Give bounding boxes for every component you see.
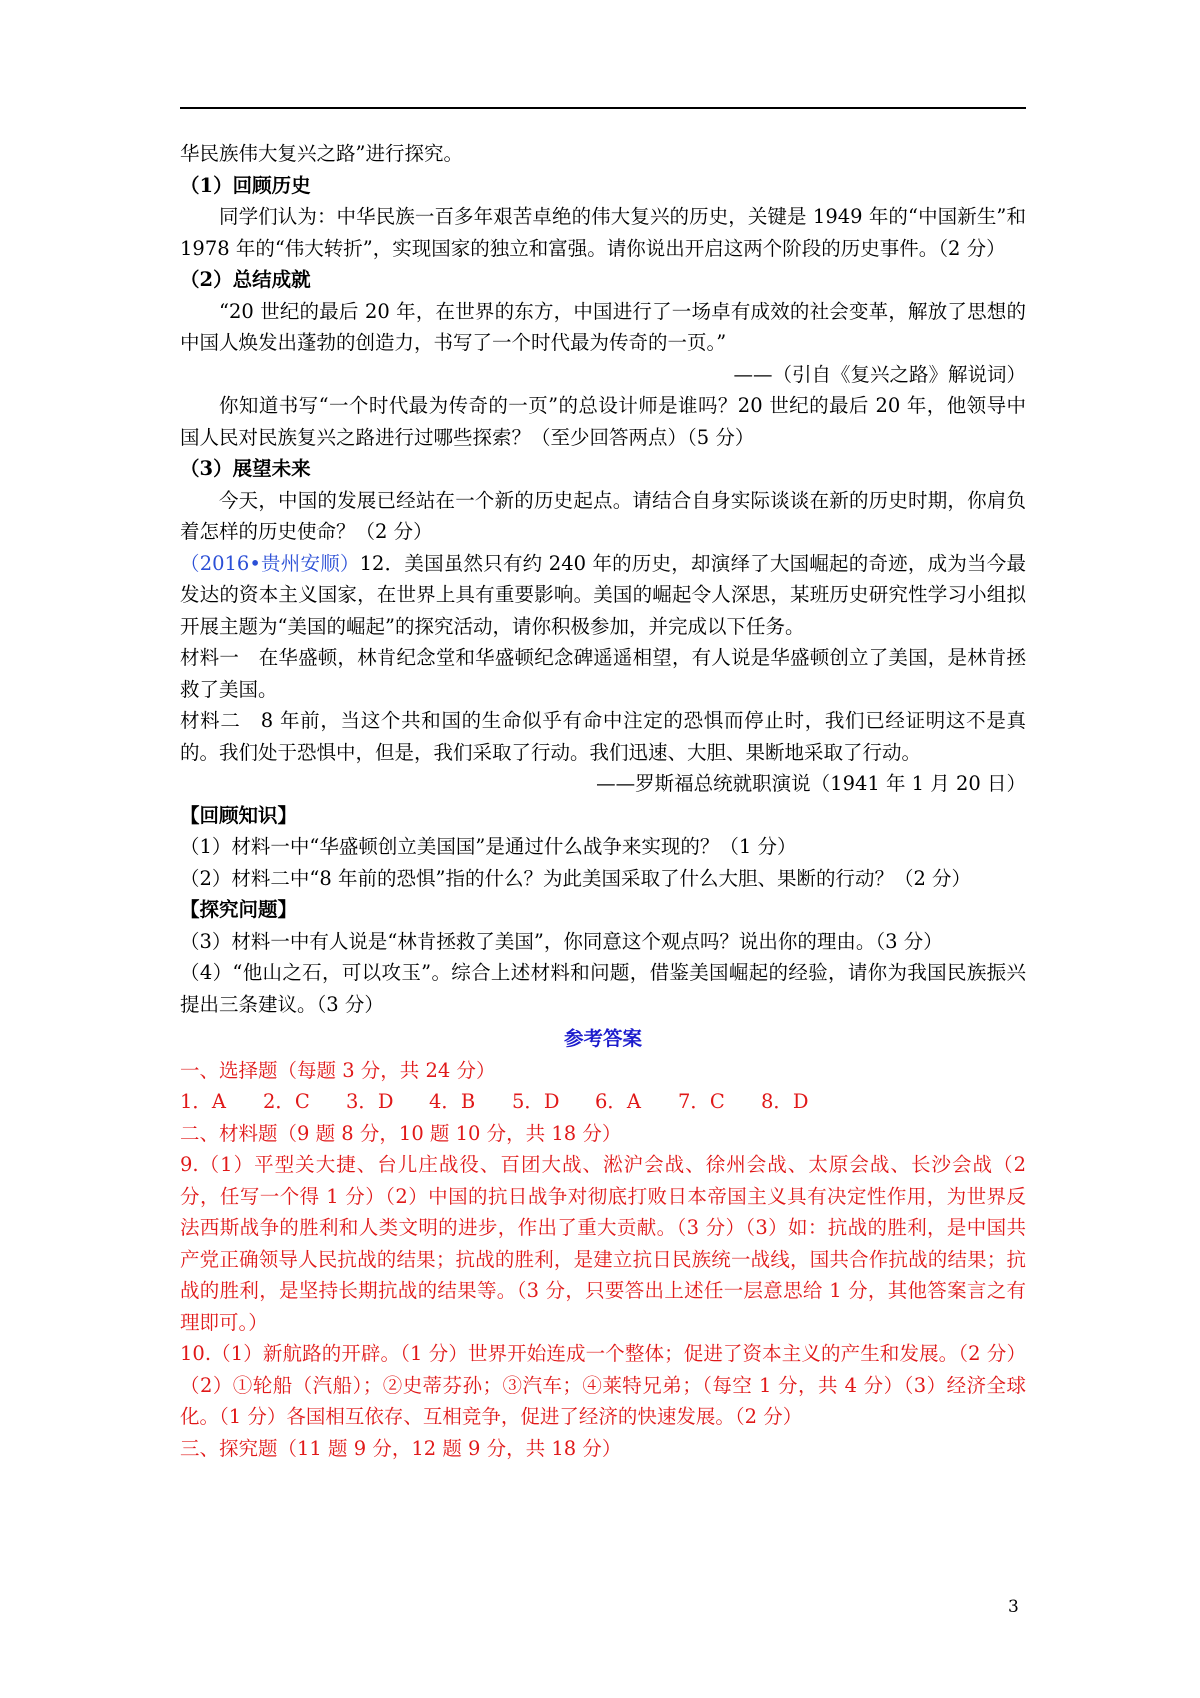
choice-answer: 3．D xyxy=(346,1090,394,1113)
subsection-heading: （1）回顾历史 xyxy=(180,173,311,197)
sub-question: （2）材料二中“8 年前的恐惧”指的什么？为此美国采取了什么大胆、果断的行动？（2 分） xyxy=(180,866,972,890)
sub-question: （3）材料一中有人说是“林肯拯救了美国”，你同意这个观点吗？说出你的理由。（3 分） xyxy=(180,929,943,953)
choice-answer: 5．D xyxy=(512,1090,560,1113)
paragraph: 今天，中国的发展已经站在一个新的历史起点。请结合自身实际谈谈在新的历史时期，你肩负着怎样的历史使命？（2 分） xyxy=(180,488,1026,543)
question-12 xyxy=(180,548,1026,643)
answers-title: 参考答案 xyxy=(563,1027,642,1050)
question-source: （2016•贵州安顺） xyxy=(180,551,360,575)
material-one: 材料一 在华盛顿，林肯纪念堂和华盛顿纪念碑遥遥相望，有人说是华盛顿创立了美国，是林肯拯救了美国。 xyxy=(180,646,1026,701)
page-content xyxy=(180,138,1026,1464)
sub-question: （4）“他山之石，可以攻玉”。综合上述材料和问题，借鉴美国崛起的经验，请你为我国民族振兴提出三条建议。（3 分） xyxy=(180,961,1026,1016)
choice-answer: 1．A xyxy=(180,1090,226,1113)
choice-answers xyxy=(180,1086,1026,1118)
question-text: 12．美国虽然只有约 240 年的历史，却演绎了大国崛起的奇迹，成为当今最发达的资本主义国家，在世界上具有重要影响。美国的崛起令人深思，某班历史研究性学习小组拟开展主题为“美国的崛起”的探究活动，请你积极参加，并完成以下任务。 xyxy=(180,551,1026,638)
choice-answer: 4．B xyxy=(429,1090,476,1113)
section-heading: 【探究问题】 xyxy=(180,898,298,921)
quote-source: ——（引自《复兴之路》解说词） xyxy=(733,362,1026,386)
subsection-heading: （2）总结成就 xyxy=(180,268,311,291)
section-heading: 【回顾知识】 xyxy=(180,803,298,827)
paragraph: 你知道书写“一个时代最为传奇的一页”的总设计师是谁吗？20 世纪的最后 20 年，他领导中国人民对民族复兴之路进行过哪些探索？（至少回答两点）（5 分） xyxy=(180,394,1026,449)
sub-question: （1）材料一中“华盛顿创立美国国”是通过什么战争来实现的？（1 分） xyxy=(180,835,797,858)
choice-answer: 2．C xyxy=(263,1090,310,1113)
choice-answer: 8．D xyxy=(761,1090,809,1113)
choice-answer: 6．A xyxy=(595,1090,641,1113)
page-number: 3 xyxy=(1008,1597,1019,1617)
answer-section-heading: 一、选择题（每题 3 分，共 24 分） xyxy=(180,1058,496,1082)
answer-section-heading: 二、材料题（9 题 8 分，10 题 10 分，共 18 分） xyxy=(180,1121,622,1145)
material-two: 材料二 8 年前，当这个共和国的生命似乎有命中注定的恐惧而停止时，我们已经证明这不是真的。我们处于恐惧中，但是，我们采取了行动。我们迅速、大胆、果断地采取了行动。 xyxy=(180,709,1026,764)
quote-paragraph: “20 世纪的最后 20 年，在世界的东方，中国进行了一场卓有成效的社会变革，解放了思想的中国人焕发出蓬勃的创造力，书写了一个时代最为传奇的一页。” xyxy=(180,299,1026,354)
text-line: 华民族伟大复兴之路”进行探究。 xyxy=(180,142,463,165)
header-rule xyxy=(180,107,1026,109)
answer-9: 9.（1）平型关大捷、台儿庄战役、百团大战、淞沪会战、徐州会战、太原会战、长沙会战（2 分，任写一个得 1 分）（2）中国的抗日战争对彻底打败日本帝国主义具有决定性作用，为世界反法西斯战争的胜利和人类文明的进步，作出了重大贡献。（3 分）（3）如：抗战的胜利，是中国共产党正确领导人民抗战的结果；抗战的胜利，是建立抗日民族统一战线，国共合作抗战的结果；抗战的胜利，是坚持长期抗战的结果等。（3 分，只要答出上述任一层意思给 1 分，其他答案言之有理即可。） xyxy=(180,1153,1026,1334)
answer-10: 10.（1）新航路的开辟。（1 分）世界开始连成一个整体；促进了资本主义的产生和发展。（2 分）（2）①轮船（汽船）；②史蒂芬孙；③汽车；④莱特兄弟；（每空 1 分，共 4 分）（3）经济全球化。（1 分）各国相互依存、互相竞争，促进了经济的快速发展。（2 分） xyxy=(180,1342,1026,1428)
subsection-heading: （3）展望未来 xyxy=(180,457,311,480)
answer-section-heading: 三、探究题（11 题 9 分，12 题 9 分，共 18 分） xyxy=(180,1436,622,1460)
choice-answer: 7．C xyxy=(678,1090,725,1113)
material-two-source: ——罗斯福总统就职演说（1941 年 1 月 20 日） xyxy=(596,772,1026,795)
paragraph: 同学们认为：中华民族一百多年艰苦卓绝的伟大复兴的历史，关键是 1949 年的“中国新生”和 1978 年的“伟大转折”，实现国家的独立和富强。请你说出开启这两个阶段的历史事件。（2 分） xyxy=(180,205,1026,260)
